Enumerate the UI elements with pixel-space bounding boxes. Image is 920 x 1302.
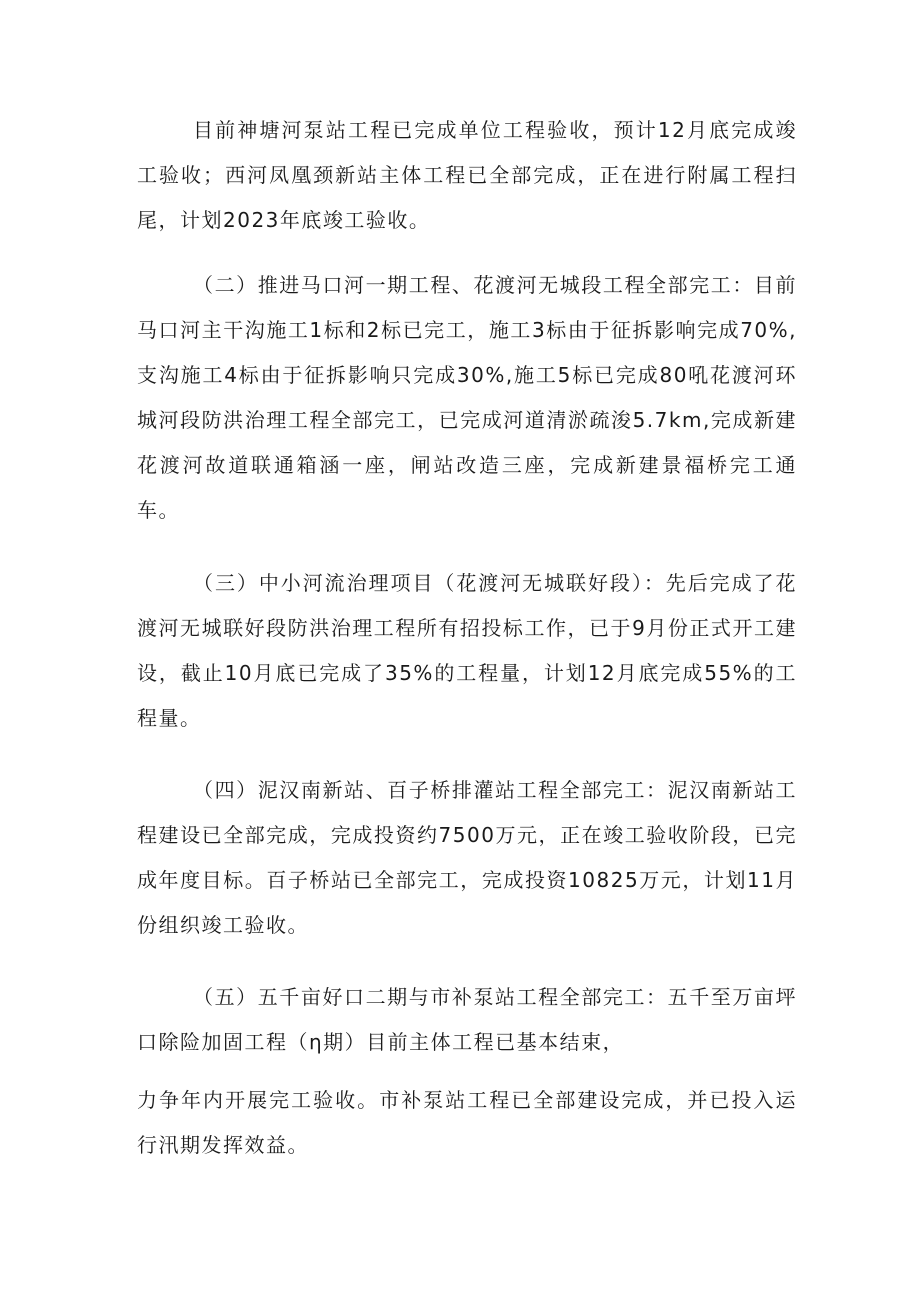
paragraph-section-5: （五）五千亩好口二期与市补泵站工程全部完工：五千至万亩坪口除险加固工程（η期）目前主体工程已基本结束， [137,985,797,1054]
paragraph-section-3: （三）中小河流治理项目（花渡河无城联好段）：先后完成了花渡河无城联好段防洪治理工程所有招投标工作，已于9月份正式开工建设，截止10月底已完成了35%的工程量，计划12月底完成55%的工程量。 [137,571,797,730]
paragraph-section-2: （二）推进马口河一期工程、花渡河无城段工程全部完工：目前马口河主干沟施工1标和2标已完工，施工3标由于征拆影响完成70%,支沟施工4标由于征拆影响只完成30%,施工5标已完成80吼花渡河环城河段防洪治理工程全部完工，已完成河道清淤疏浚5.7km,完成新建花渡河故道联通箱涵一座，闸站改造三座，完成新建景福桥完工通车。 [137,273,797,522]
paragraph-section-4: （四）泥汉南新站、百子桥排灌站工程全部完工：泥汉南新站工程建设已全部完成，完成投资约7500万元，正在竣工验收阶段，已完成年度目标。百子桥站已全部完工，完成投资10825万元，计划11月份组织竣工验收。 [137,778,797,937]
paragraph-section-5-continued: 力争年内开展完工验收。市补泵站工程已全部建设完成，并已投入运行汛期发挥效益。 [137,1088,797,1157]
paragraph-pumping-station-status: 目前神塘河泵站工程已完成单位工程验收，预计12月底完成竣工验收；西河凤凰颈新站主体工程已全部完成，正在进行附属工程扫尾，计划2023年底竣工验收。 [137,118,797,232]
